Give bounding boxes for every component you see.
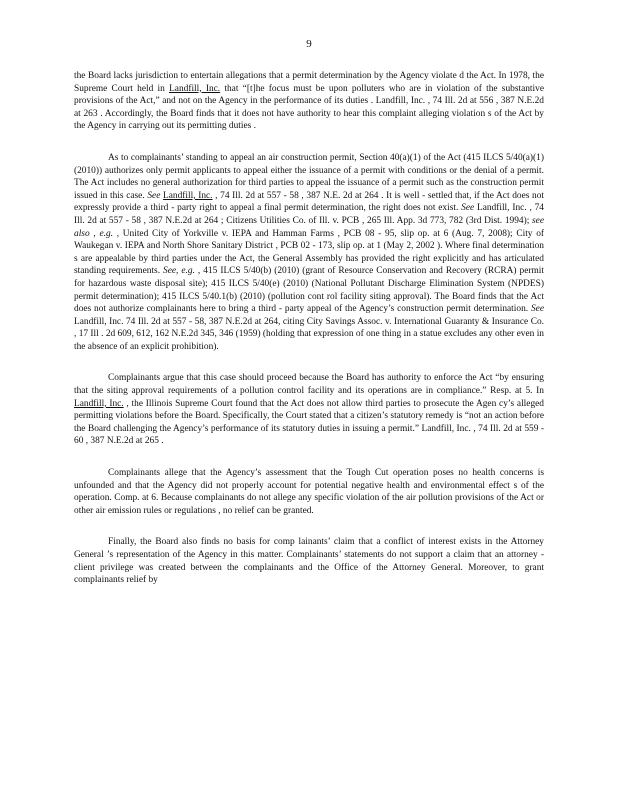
text-run: , United City of Yorkville v. IEPA and Hamman Farms , PCB 08 - 95, slip op. at 6 (Aug. 7, 2008); City of Waukegan v. IEPA and North Shore Sanitary District , PCB 02 - 173, slip op. at 1 (May 2, 2002 ). Where final determination s are appealable by third parties under the Act, the General Assembly has provided the right explicitly and has articulated standing requirements. [74,228,545,277]
text-run: Landfill, Inc. , 74 Ill. 2d at 557 - 58 , 387 N.E.2d at 264 ; Citizens Utilities Co. of Ill. v. PCB , 265 Ill. App. 3d 773, 782 (3rd Dist. 1994); [74,203,544,226]
text-run: Complainants allege that the Agency’s assessment that the Tough Cut operation poses no health concerns is unfounded and that the Agency did not properly account for potential negative health and environmental effect s of the operation. Comp. at 6. Because complainants do not allege any specific violation of the air pollution provisions of the Act or other air emission rules or regulations , no relief can be granted. [74,468,544,516]
case-citation: Landfill, Inc. [74,398,124,409]
paragraph-3 [74,372,544,448]
text-run: Complainants argue that this case should proceed because the Board has authority to enforce the Act “by ensuring that the siting approval requirements of a pollution control facility and its operations are in compliance.” Resp. at 5. In [74,373,544,397]
paragraph-1 [74,70,544,133]
citation-signal: See [461,203,475,214]
citation-signal: see also [74,215,544,239]
case-citation: Landfill, Inc. [163,190,213,201]
paragraph-4 [74,467,544,517]
text-run: As to complainants’ standing to appeal an air construction permit, Section 40(a)(1) of the Act (415 ILCS 5/40(a)(1) (2010)) authorizes only permit applicants to appeal either the issuance of a permit with conditions or the denial of a permit. The Act includes no general authorization for third parties to appeal the issuance of a permit such as the construction permit issued in this case. [74,152,544,201]
page-number: 9 [306,38,312,50]
text-run: , 74 Ill. 2d at 557 - 58 , 387 N.E. 2d at 264 . It is well - settled that, if the Act does not expressly provide a third - party right to appeal a final permit determination, the right does not exist. [74,190,545,214]
text-run: Landfill, Inc. 74 Ill. 2d at 557 - 58, 387 N.E.2d at 264, citing City Savings Assoc. v. International Guaranty & Insurance Co. , 17 Ill . 2d 609, 612, 162 N.E.2d 345, 346 (1959) (holding that expression of one thing in a statue excludes any other even in the absence of an explicit prohibition). [74,316,544,352]
body-text [74,70,544,606]
paragraph-5 [74,536,544,586]
case-citation: Landfill, Inc. [169,83,221,94]
text-run: , [89,228,100,239]
text-run: , 415 ILCS 5/40(b) (2010) (grant of Resource Conservation and Recovery (RCRA) permit for hazardous waste disposal site); 415 ILCS 5/40(e) (2010) (National Pollutant Discharge Elimination System (NPDES) permit determination); 415 ILCS 5/40.1(b) (2010) (pollution cont rol facility siting approval). The Board finds that the Act does not authorize complainants here to bring a third - party appeal of the Agency’s construction permit determination. [74,266,544,315]
text-run: Finally, the Board also finds no basis for comp lainants’ claim that a conflict of interest exists in the Attorney General ’s representation of the Agency in this matter. Complainants’ statements do not support a claim that an attorney - client privilege was created between the complainants and the Office of the Attorney General. Moreover, to grant complainants relief by [74,537,544,586]
citation-signal: See [147,190,161,201]
citation-signal: e.g. [99,228,113,239]
text-run: , the Illinois Supreme Court found that the Act does not allow third parties to prosecute the Agen cy’s alleged permitting violations before the Board. Specifically, the Court stated that a citizen’s statutory remedy is “not an action before the Board challenging the Agency’s performance of its statutory duties in issuing a permit.” Landfill, Inc. , 74 Ill. 2d at 559 - 60 , 387 N.E.2d at 265 . [74,398,544,447]
citation-signal: See [530,304,544,315]
text-run: the Board lacks jurisdiction to entertain allegations that a permit determination by the Agency violate d the Act. In 1978, the Supreme Court held in [74,71,544,94]
citation-signal: See, e.g. [163,266,195,277]
paragraph-2 [74,152,544,354]
text-run: that “[t]he focus must be upon polluters who are in violation of the substantive provisions of the Act,” and not on the Agency in the performance of its duties . Landfill, Inc. , 74 Ill. 2d at 556 , 387 N.E.2d at 263 . Accordingly, the Board finds that it does not have authority to hear this complaint alleging violation s of the Act by the Agency in carrying out its permitting duties . [74,83,544,132]
